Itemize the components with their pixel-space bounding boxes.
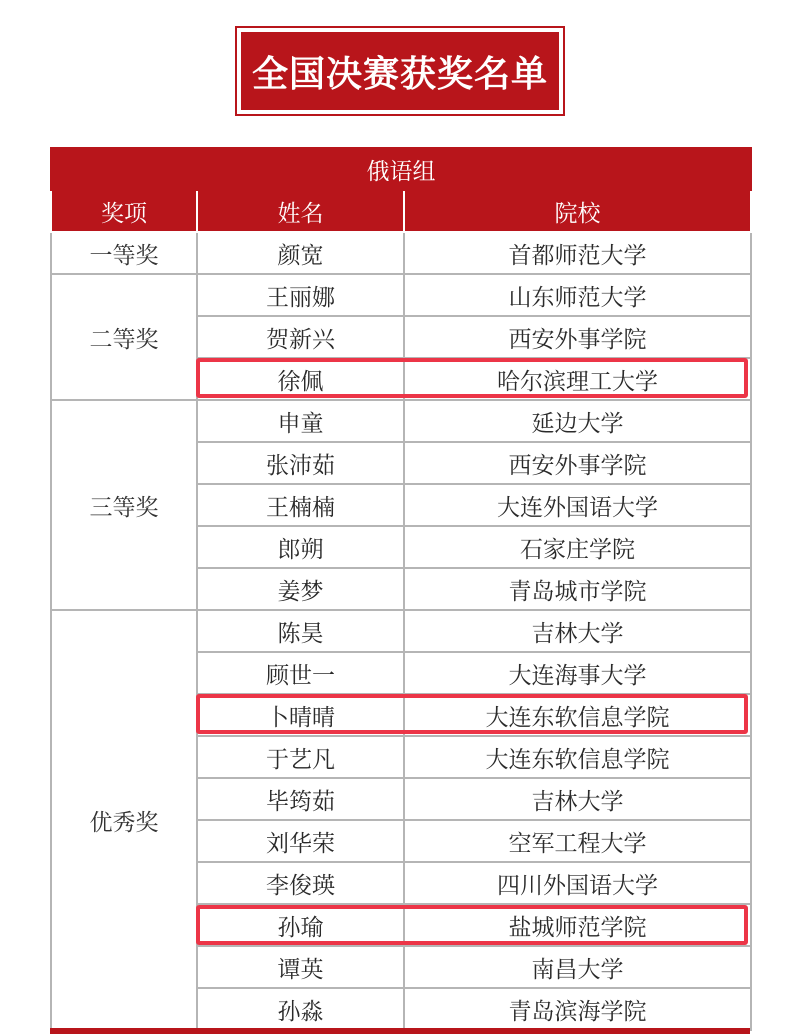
name-cell: 申童: [197, 400, 404, 442]
name-cell: 王楠楠: [197, 484, 404, 526]
name-cell: 姜梦: [197, 568, 404, 610]
award-third: 三等奖: [51, 400, 197, 610]
name-cell: 陈昊: [197, 610, 404, 652]
school-cell: 大连东软信息学院: [404, 694, 751, 736]
name-cell: 于艺凡: [197, 736, 404, 778]
page-title: 全国决赛获奖名单: [241, 32, 559, 110]
name-cell: 王丽娜: [197, 274, 404, 316]
name-cell: 卜晴晴: [197, 694, 404, 736]
school-cell: 大连外国语大学: [404, 484, 751, 526]
school-cell: 吉林大学: [404, 778, 751, 820]
name-cell: 徐佩: [197, 358, 404, 400]
header-school: 院校: [404, 190, 751, 232]
table-row: [51, 232, 751, 274]
name-cell: 李俊瑛: [197, 862, 404, 904]
school-cell: 盐城师范学院: [404, 904, 751, 946]
school-cell: 青岛滨海学院: [404, 988, 751, 1030]
name-cell: 刘华荣: [197, 820, 404, 862]
header-name: 姓名: [197, 190, 404, 232]
name-cell: 毕筠茹: [197, 778, 404, 820]
table-row: [51, 400, 751, 442]
school-cell: 山东师范大学: [404, 274, 751, 316]
table-row: [51, 274, 751, 316]
award-first: 一等奖: [51, 232, 197, 274]
school-cell: 青岛城市学院: [404, 568, 751, 610]
school-cell: 西安外事学院: [404, 316, 751, 358]
name-cell: 贺新兴: [197, 316, 404, 358]
group-title: 俄语组: [51, 148, 751, 190]
school-cell: 哈尔滨理工大学: [404, 358, 751, 400]
name-cell: 谭英: [197, 946, 404, 988]
school-cell: 大连海事大学: [404, 652, 751, 694]
school-cell: 延边大学: [404, 400, 751, 442]
school-cell: 四川外国语大学: [404, 862, 751, 904]
school-cell: 首都师范大学: [404, 232, 751, 274]
school-cell: 吉林大学: [404, 610, 751, 652]
award-table: [50, 147, 752, 1031]
header-award: 奖项: [51, 190, 197, 232]
group-header-row: [51, 148, 751, 190]
table-row: [51, 610, 751, 652]
name-cell: 郎朔: [197, 526, 404, 568]
award-second: 二等奖: [51, 274, 197, 400]
school-cell: 西安外事学院: [404, 442, 751, 484]
school-cell: 空军工程大学: [404, 820, 751, 862]
name-cell: 颜宽: [197, 232, 404, 274]
school-cell: 大连东软信息学院: [404, 736, 751, 778]
name-cell: 孙淼: [197, 988, 404, 1030]
award-excellence: 优秀奖: [51, 610, 197, 1030]
name-cell: 顾世一: [197, 652, 404, 694]
school-cell: 石家庄学院: [404, 526, 751, 568]
bottom-border-strip: [50, 1028, 750, 1034]
column-header-row: [51, 190, 751, 232]
school-cell: 南昌大学: [404, 946, 751, 988]
name-cell: 张沛茹: [197, 442, 404, 484]
title-banner: [235, 26, 565, 116]
name-cell: 孙瑜: [197, 904, 404, 946]
